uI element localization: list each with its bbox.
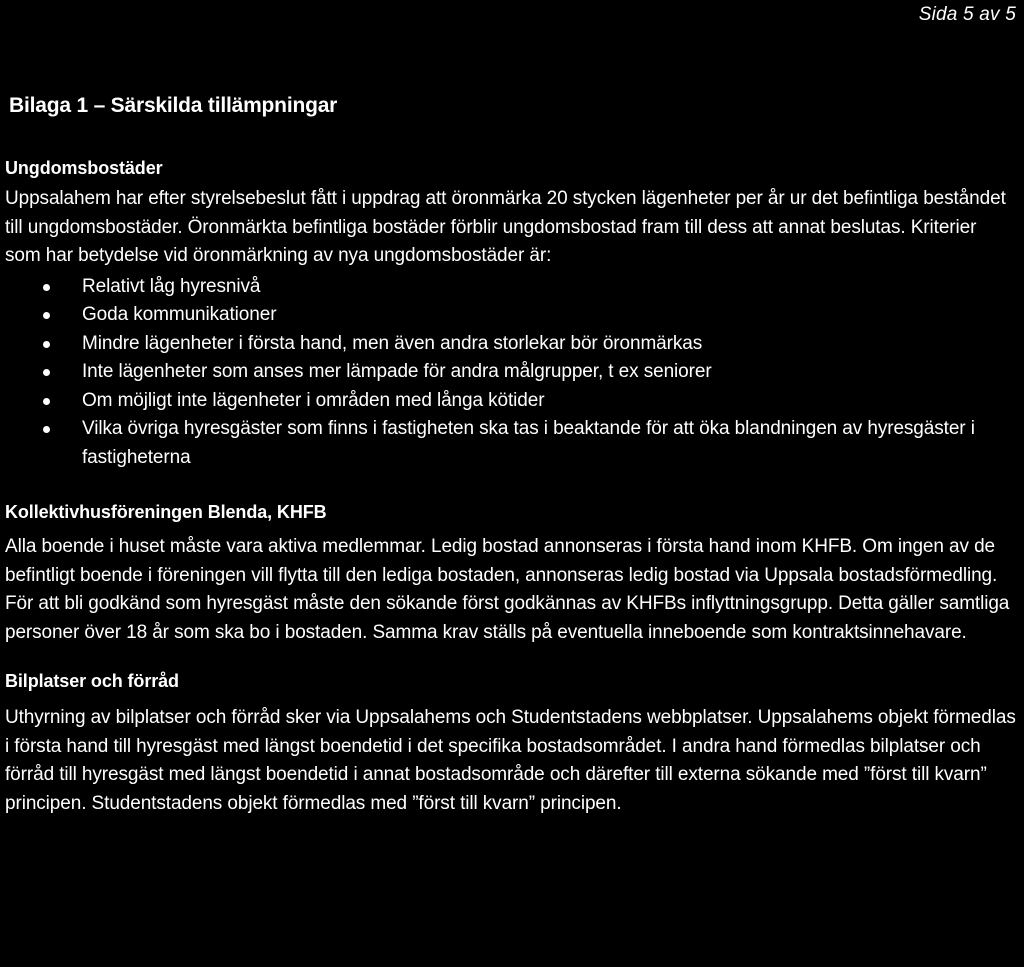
section-heading: Ungdomsbostäder [5, 158, 163, 178]
section-intro: Uppsalahem har efter styrelsebeslut fått i uppdrag att öronmärka 20 stycken lägenheter per år ur det befintliga beståndet till ungdomsbostäder. Öronmärkta befintliga bostäder förblir ungdomsbostad fram till dess att annat beslutas. Kriterier som har betydelse vid öronmärkning av nya ungdomsbostäder är: [5, 188, 1006, 266]
bullet-icon [43, 369, 50, 376]
bullet-icon [43, 426, 50, 433]
list-item [5, 358, 1017, 387]
bullet-icon [43, 312, 50, 319]
section-heading: Bilplatser och förråd [5, 671, 179, 691]
section-text: Uthyrning av bilplatser och förråd sker via Uppsalahems och Studentstadens webbplatser. Uppsalahems objekt förmedlas i första hand till hyresgäst med längst boendetid i det specifika bostadsområdet. I andra hand förmedlas bilplatser och förråd till hyresgäst med längst boendetid i annat bostadsområde och därefter till externa sökande med ”först till kvarn” principen. Studentstadens objekt förmedlas med ”först till kvarn” principen. [5, 707, 1016, 814]
list-item [5, 301, 1017, 330]
list-item-text: Relativt låg hyresnivå [82, 275, 261, 297]
list-item-text: Goda kommunikationer [82, 304, 277, 325]
section-khfb [5, 502, 1017, 647]
list-item-text: Vilka övriga hyresgäster som finns i fastigheten ska tas i beaktande för att öka blandningen av hyresgäster i fastigheterna [82, 418, 975, 468]
section-bilplatser [5, 671, 1017, 818]
document-body [5, 94, 1017, 818]
list-item-text: Mindre lägenheter i första hand, men även andra storlekar bör öronmärkas [82, 332, 703, 354]
list-item [5, 387, 1017, 416]
bullet-icon [43, 341, 50, 348]
list-item [5, 415, 1017, 472]
bullet-icon [43, 398, 50, 405]
section-heading: Kollektivhusföreningen Blenda, KHFB [5, 502, 327, 522]
page-number: Sida 5 av 5 [918, 4, 1016, 25]
criteria-list [5, 273, 1017, 473]
list-item-text: Om möjligt inte lägenheter i områden med långa kötider [82, 389, 545, 411]
list-item-text: Inte lägenheter som anses mer lämpade för andra målgrupper, t ex seniorer [82, 361, 712, 382]
appendix-title: Bilaga 1 – Särskilda tillämpningar [9, 94, 338, 117]
section-ungdomsbostader [5, 158, 1017, 472]
bullet-icon [43, 284, 50, 291]
list-item [5, 273, 1017, 302]
list-item [5, 330, 1017, 359]
section-text: Alla boende i huset måste vara aktiva medlemmar. Ledig bostad annonseras i första hand inom KHFB. Om ingen av de befintligt boende i föreningen vill flytta till den lediga bostaden, annonseras ledig bostad via Uppsala bostadsförmedling. För att bli godkänd som hyresgäst måste den sökande först godkännas av KHFBs inflyttningsgrupp. Detta gäller samtliga personer över 18 år som ska bo i bostaden. Samma krav ställs på eventuella inneboende som kontraktsinnehavare. [5, 536, 1010, 643]
